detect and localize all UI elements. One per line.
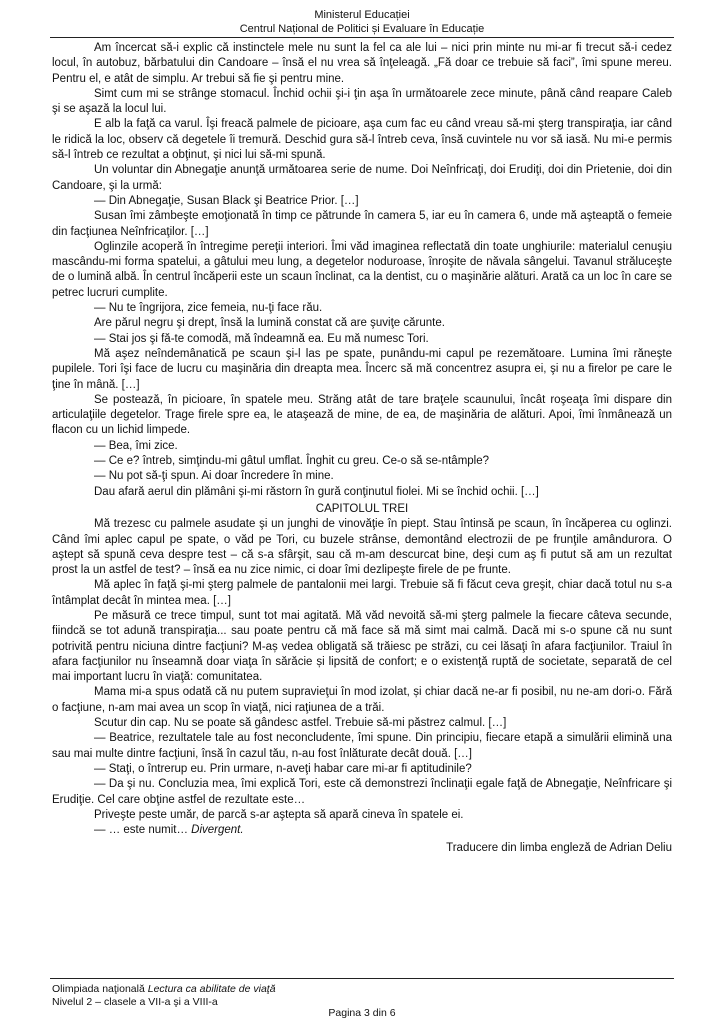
paragraph: — Nu pot să-ţi spun. Ai doar încredere în mine. xyxy=(94,470,334,483)
paragraph: E alb la faţă ca varul. Îşi freacă palmele de picioare, aşa cum fac eu când vreau să-mi şterg transpiraţia, iar când le ridică la loc, observ că degetele îi tremură. Deschid gura să-l întreb ceva, însă cuvintele nu vor să iasă. Nu mi-e permis să-l întreb ce rezultat a obţinut, şi nici lui să-mi spună. xyxy=(52,118,672,162)
document-body xyxy=(52,41,672,857)
chapter-title: CAPITOLUL TREI xyxy=(315,502,409,515)
paragraph: — Din Abnegaţie, Susan Black şi Beatrice Prior. […] xyxy=(94,194,359,207)
paragraph: — Staţi, o întrerup eu. Prin urmare, n-aveţi habar care mi-ar fi aptitudinile? xyxy=(94,762,472,775)
paragraph: Mă trezesc cu palmele asudate şi un junghi de vinovăţie în piept. Stau întinsă pe scaun, în încăperea cu oglinzi. Când îmi aplec capul pe spate, o văd pe Tori, cu buzele strânse, demontând electrozii de pe frunţile amândurora. O aştept să spună ceva despre test – că s-a sfârşit, sau că m-am descurcat bine, deşi cum aş fi putut să am un rezultat prost la un astfel de test? – însă ea nu zice nimic, ci doar îmi dezlipeşte firele de pe frunte. xyxy=(52,518,672,577)
paragraph: Se postează, în picioare, în spatele meu. Străng atât de tare braţele scaunului, încât roşeaţa îmi dispare din articulaţiile degetelor. Trage firele spre ea, le ataşează de mine, de ea, de maşinăria de alături. Apoi, îmi înmânează un flacon cu un lichid limpede. xyxy=(52,393,672,437)
footer-olympiad xyxy=(52,983,276,996)
paragraph: Priveşte peste umăr, de parcă s-ar aştepta să apară cineva în spatele ei. xyxy=(94,808,464,821)
footer-level: Nivelul 2 – clasele a VII-a şi a VIII-a xyxy=(52,996,218,1008)
paragraph: — Beatrice, rezultatele tale au fost neconcludente, îmi spune. Din principiu, fiecare etapă a simulării elimină una sau mai multe dintre facţiuni, însă în cazul tău, n-au fost înlăturate decât două. […] xyxy=(52,732,672,760)
paragraph: Pe măsură ce trece timpul, sunt tot mai agitată. Mă văd nevoită să-mi şterg palmele la fiecare câteva secunde, fiindcă se tot adună transpiraţia... sau poate pentru că mă face să mă simt mai calmă. Dacă mi s-o spune că nu sunt potrivită pentru niciuna dintre facţiuni? M-aș vedea obligată să trăiesc pe străzi, cu cei lăsaţi în afara facţiunilor. Traiul în afara facţiunilor nu înseamnă doar viaţa în sărăcie și lipsită de confort; e o existenţă ruptă de societate, separată de cel mai important lucru în viaţă: comunitatea. xyxy=(52,609,672,684)
paragraph: Mă aplec în faţă şi-mi şterg palmele de pantalonii mei largi. Trebuie să fi făcut ceva greşit, chiar dacă totul nu s-a întâmplat decât în mintea mea. […] xyxy=(52,579,672,607)
paragraph: — Bea, îmi zice. xyxy=(94,439,178,452)
translator-credit: Traducere din limba engleză de Adrian Deliu xyxy=(446,842,672,855)
paragraph: Mama mi-a spus odată că nu putem supravieţui în mod izolat, și chiar dacă ne-ar fi posibil, nu ne-am dori-o. Fără o facţiune, n-am mai avea un scop în viaţă, nici raţiunea de a trăi. xyxy=(52,686,672,714)
paragraph: Are părul negru şi drept, însă la lumină constat că are şuviţe cărunte. xyxy=(94,317,445,330)
paragraph: — Nu te îngrijora, zice femeia, nu-ţi face rău. xyxy=(94,302,323,315)
footer-olympiad-text: Olimpiada naţională xyxy=(52,983,148,995)
footer-divider xyxy=(50,978,674,979)
paragraph: Dau afară aerul din plămâni şi-mi răstorn în gură conţinutul fiolei. Mi se închid ochii. […] xyxy=(94,485,539,498)
footer-olympiad-italic: Lectura ca abilitate de viaţă xyxy=(147,983,276,995)
paragraph: Simt cum mi se strânge stomacul. Închid ochii şi-i ţin aşa în următoarele zece minute, până când reapare Caleb şi se aşază la locul lui. xyxy=(52,87,672,116)
paragraph: Am încercat să-i explic că instinctele mele nu sunt la fel ca ale lui – nici prin minte nu mi-ar fi trecut să-i cedez locul, în autobuz, bărbatului din Candoare – însă el nu vrea să înţeleagă. „Fă doar ce trebuie să faci”, îmi spune mereu. Pentru el, e atât de simplu. Ar trebui să fie şi pentru mine. xyxy=(52,42,672,85)
paragraph: Susan îmi zâmbeşte emoţionată în timp ce pătrunde în camera 5, iar eu în camera 6, unde mă aşteaptă o femeie din facţiunea Neînfricaţilor. […] xyxy=(52,210,672,238)
final-line-text: — … este numit… xyxy=(94,824,192,837)
final-line xyxy=(52,823,672,838)
paragraph: — Da şi nu. Concluzia mea, îmi explică Tori, este că demonstrezi înclinaţii egale faţă de Abnegaţie, Neînfricare şi Erudiţie. Cel care obţine astfel de rezultate este… xyxy=(52,778,672,806)
header-center: Centrul Național de Politici și Evaluare în Educație xyxy=(239,23,485,35)
final-line-italic: Divergent. xyxy=(191,824,244,837)
header-ministry: Ministerul Educației xyxy=(314,9,410,21)
paragraph: — Ce e? întreb, simţindu-mi gâtul umflat. Înghit cu greu. Ce-o să se-ntâmple? xyxy=(94,455,490,468)
document-header xyxy=(0,8,724,36)
page-number: Pagina 3 din 6 xyxy=(328,1007,396,1019)
paragraph: — Stai jos şi fă-te comodă, mă îndeamnă ea. Eu mă numesc Tori. xyxy=(94,332,429,345)
paragraph: Oglinzile acoperă în întregime pereţii interiori. Îmi văd imaginea reflectată din toate unghiurile: materialul cenuşiu mascându-mi forma spatelui, a gâtului meu lung, a degetelor noduroase, înroşite de năvala sângelui. Tavanul străluceşte de o lumină albă. În centrul încăperii este un scaun înclinat, ca la dentist, cu o maşinărie alături. Arată ca un loc în care se petrec lucruri cumplite. xyxy=(52,240,672,299)
header-divider xyxy=(50,37,674,38)
document-footer xyxy=(52,983,276,1009)
paragraph: Un voluntar din Abnegaţie anunţă următoarea serie de nume. Doi Neînfricaţi, doi Erudiţi, doi din Prietenie, doi din Candoare, şi la urmă: xyxy=(52,164,672,192)
paragraph: Scutur din cap. Nu se poate să gândesc astfel. Trebuie să-mi păstrez calmul. […] xyxy=(94,717,507,730)
paragraph: Mă aşez neîndemânatică pe scaun şi-l las pe spate, punându-mi capul pe rezemătoare. Lumina îmi răneşte pupilele. Tori îşi face de lucru cu maşinăria din dreapta mea. Încerc să mă concentrez asupra ei, şi nu a firelor pe care le ţine în mână. […] xyxy=(52,347,672,391)
